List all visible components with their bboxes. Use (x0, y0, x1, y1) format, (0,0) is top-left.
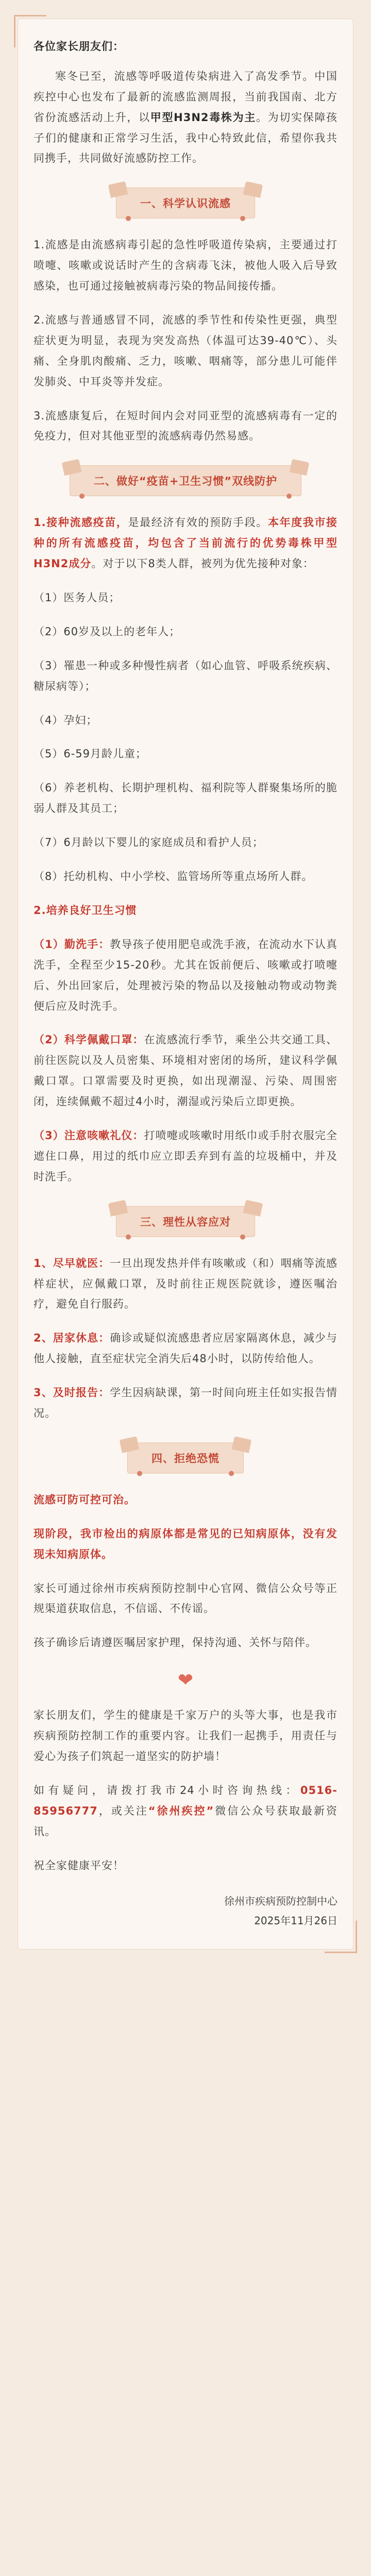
intro-paragraph (33, 66, 338, 169)
hygiene-lead: （2）科学佩戴口罩： (33, 1033, 144, 1046)
s1-paragraph: 3.流感康复后，在短时间内会对同亚型的流感病毒有一定的免疫力，但对其他亚型的流感病毒仍然易感。 (33, 409, 338, 443)
s4-paragraph: 孩子确诊后请遵医嘱居家护理，保持沟通、关怀与陪伴。 (33, 1636, 317, 1649)
vaccine-paragraph (33, 513, 338, 574)
vaccine-text: 。对于以下8类人群，被列为优先接种对象： (91, 557, 314, 570)
vaccine-text: 是最经济有效的预防手段。 (128, 516, 268, 529)
group-item: （3）罹患一种或多种慢性病者（如心血管、呼吸系统疾病、糖尿病等）； (33, 659, 338, 692)
dot-decoration (229, 1471, 234, 1476)
contact-text: 如有疑问，请拨打我市24小时咨询热线： (33, 1784, 300, 1797)
s1-paragraph: 1.流感是由流感病毒引起的急性呼吸道传染病，主要通过打喷嚏、咳嗽或说话时产生的含病毒飞沫，被他人吸入后导致感染，也可通过接触被病毒污染的物品间接传播。 (33, 239, 338, 293)
ribbon-decoration (62, 459, 82, 476)
dot-decoration (240, 1234, 245, 1240)
dot-decoration (126, 216, 131, 221)
hygiene-title: 2.培养良好卫生习惯 (33, 904, 137, 917)
ribbon-decoration (243, 181, 263, 198)
s4-statement: 流感可防可控可治。 (33, 1493, 136, 1506)
hygiene-text: 在流感流行季节，乘坐公共交通工具、前往医院以及人员密集、环境相对密闭的场所，建议科学佩戴口罩。口罩需要及时更换，如出现潮湿、污染、周围密闭，连续佩戴不超过4小时，潮湿或污染后立即更换。 (33, 1033, 338, 1108)
section-header (33, 465, 338, 496)
ribbon-decoration (232, 1436, 252, 1453)
signature-org: 徐州市疾病预防控制中心 (224, 1895, 338, 1908)
ribbon-decoration (108, 181, 128, 198)
s4-statement: 现阶段，我市检出的病原体都是常见的已知病原体，没有发现未知病原体。 (33, 1527, 338, 1561)
frame-corner-decoration (325, 1921, 357, 1953)
group-item: （7）6月龄以下婴儿的家庭成员和看护人员； (33, 836, 264, 849)
response-lead: 3、及时报告： (33, 1386, 110, 1399)
group-item: （1）医务人员； (33, 591, 121, 604)
intro-strain: 甲型H3N2毒株为主 (150, 111, 256, 124)
hygiene-item (33, 1126, 338, 1188)
dot-decoration (286, 494, 292, 499)
group-item: （2）60岁及以上的老年人； (33, 625, 181, 638)
dot-decoration (126, 1234, 131, 1240)
letter-frame (18, 19, 353, 1950)
section-title: 二、做好“疫苗+卫生习惯”双线防护 (93, 475, 278, 488)
hygiene-item (33, 935, 338, 1017)
hygiene-text: 打喷嚏或咳嗽时用纸巾或手肘衣服完全遮住口鼻，用过的纸巾应立即丢弃到有盖的垃圾桶中，并及时洗手。 (33, 1129, 338, 1183)
section-header (33, 1206, 338, 1237)
intro-text: 寒冬已至，流感等呼吸道传染病进入了高发季节。中国疾控中心也发布了最新的流感监测周报，当前我国南、北方省份流感活动上升，以 (33, 70, 338, 124)
contact-text: 微信公众号获取最新资讯。 (33, 1804, 338, 1838)
response-text: 确诊或疑似流感患者应居家隔离休息，减少与他人接触，直至症状完全消失后48小时，以防传给他人。 (33, 1332, 338, 1365)
response-lead: 1、尽早就医： (33, 1257, 110, 1269)
vaccine-highlight: 本年度我市接种的所有流感疫苗，均包含了当前流行的优势毒株甲型H3N2成分 (33, 516, 338, 570)
ribbon-decoration (290, 459, 310, 476)
section-title: 三、理性从容应对 (140, 1215, 231, 1228)
section-title: 一、科学认识流感 (140, 197, 231, 210)
response-text: 一旦出现发热并伴有咳嗽或（和）咽痛等流感样症状，应佩戴口罩，及时前往正规医院就诊，遵医嘱治疗，避免自行服药。 (33, 1257, 338, 1311)
signature-block (33, 1891, 338, 1930)
hotline-number: 0516-85956777 (33, 1784, 338, 1817)
wechat-account: “徐州疾控” (148, 1804, 214, 1817)
frame-corner-decoration (14, 15, 46, 47)
group-item: （5）6-59月龄儿童； (33, 748, 147, 760)
contact-text: ，或关注 (97, 1804, 148, 1817)
response-item (33, 1383, 338, 1424)
hygiene-lead: （3）注意咳嗽礼仪： (33, 1129, 144, 1142)
group-item: （6）养老机构、长期护理机构、福利院等人群聚集场所的脆弱人群及其员工； (33, 782, 338, 815)
signature-date: 2025年11月26日 (254, 1914, 338, 1927)
section-header (33, 1443, 338, 1473)
vaccine-lead: 1.接种流感疫苗， (33, 516, 128, 529)
dot-decoration (240, 216, 245, 221)
hygiene-lead: （1）勤洗手： (33, 938, 110, 951)
group-item: （8）托幼机构、中小学校、监管场所等重点场所人群。 (33, 870, 313, 883)
contact-paragraph (33, 1781, 338, 1842)
intro-text: 。为切实保障孩子们的健康和正常学习生活，我中心特致此信，希望你我共同携手，共同做好流感防控工作。 (33, 111, 338, 165)
hygiene-item (33, 1030, 338, 1112)
ribbon-decoration (120, 1436, 140, 1453)
greeting: 各位家长朋友们： (33, 40, 124, 53)
response-item (33, 1328, 338, 1369)
heart-icon: ❤ (177, 1670, 194, 1691)
dot-decoration (79, 494, 85, 499)
section-title: 四、拒绝恐慌 (151, 1452, 220, 1465)
response-lead: 2、居家休息： (33, 1332, 110, 1345)
section-header (33, 188, 338, 218)
s1-paragraph: 2.流感与普通感冒不同，流感的季节性和传染性更强，典型症状更为明显，表现为突发高热（体温可达39-40℃）、头痛、全身肌肉酸痛、乏力，咳嗽、咽痛等，部分患儿可能伴发肺炎、中耳炎等并发症。 (33, 314, 338, 388)
dot-decoration (137, 1471, 142, 1476)
response-text: 学生因病缺课，第一时间向班主任如实报告情况。 (33, 1386, 338, 1419)
hygiene-text: 教导孩子使用肥皂或洗手液，在流动水下认真洗手，全程至少15-20秒。尤其在饭前便后、咳嗽或打喷嚏后、外出回家后，处理被污染的物品以及接触动物或动物粪便后应及时洗手。 (33, 938, 338, 1012)
s4-paragraph: 家长可通过徐州市疾病预防控制中心官网、微信公众号等正规渠道获取信息，不信谣、不传谣。 (33, 1582, 338, 1615)
ribbon-decoration (108, 1199, 128, 1216)
closing-paragraph: 家长朋友们，学生的健康是千家万户的头等大事，也是我市疾病预防控制工作的重要内容。让我们一起携手，用责任与爱心为孩子们筑起一道坚实的防护墙！ (33, 1709, 338, 1762)
response-item (33, 1253, 338, 1315)
wish-text: 祝全家健康平安！ (33, 1859, 124, 1872)
group-item: （4）孕妇； (33, 714, 98, 726)
ribbon-decoration (243, 1199, 263, 1216)
